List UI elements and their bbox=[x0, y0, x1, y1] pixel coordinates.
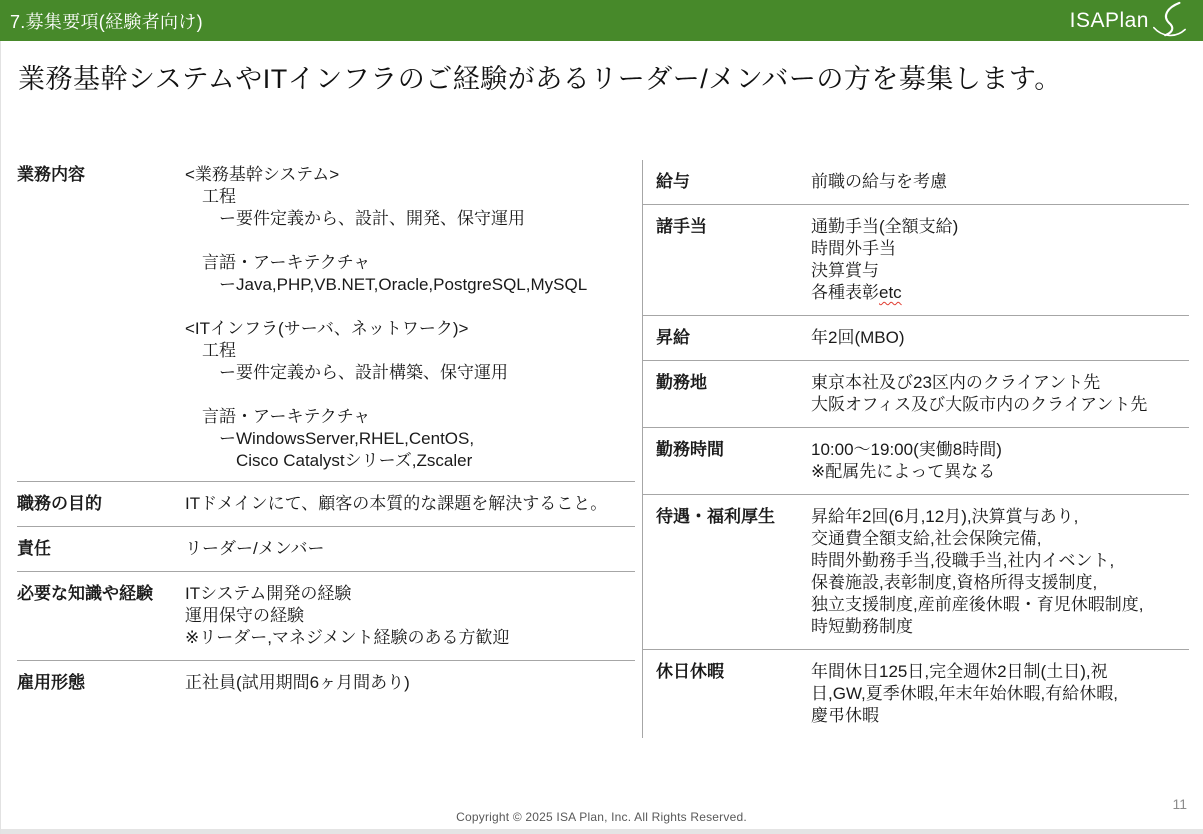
row-label: 勤務時間 bbox=[656, 440, 724, 459]
row-value: ITドメインにて、顧客の本質的な課題を解決すること。 bbox=[185, 494, 608, 513]
table-row bbox=[643, 316, 1189, 361]
table-row bbox=[17, 527, 635, 572]
row-label: 諸手当 bbox=[656, 217, 707, 236]
company-logo-text: ISAPlan bbox=[1069, 8, 1149, 32]
table-row bbox=[17, 572, 635, 661]
row-value: 10:00〜19:00(実働8時間) ※配属先によって異なる bbox=[811, 440, 1002, 481]
row-value: 正社員(試用期間6ヶ月間あり) bbox=[185, 673, 410, 692]
row-label: 必要な知識や経験 bbox=[17, 584, 153, 603]
table-row bbox=[643, 361, 1189, 428]
table-row bbox=[643, 205, 1189, 316]
slide-header-bar bbox=[0, 0, 1203, 41]
table-row bbox=[643, 495, 1189, 650]
row-label: 責任 bbox=[17, 539, 51, 558]
row-label: 待遇・福利厚生 bbox=[656, 507, 775, 526]
row-value: 通勤手当(全額支給) 時間外手当 決算賞与 各種表彰etc bbox=[811, 217, 959, 302]
row-label: 昇給 bbox=[656, 328, 690, 347]
company-logo bbox=[1070, 3, 1187, 39]
row-value: 前職の給与を考慮 bbox=[811, 172, 947, 191]
row-label: 業務内容 bbox=[17, 165, 85, 184]
row-value: <業務基幹システム> 工程 ー要件定義から、設計、開発、保守運用 言語・アーキテクチャ ーJava,PHP,VB.NET,Oracle,PostgreSQL,MySQL <ITインフラ(サーバ、ネットワーク)> 工程 ー要件定義から、設計構築、保守運用 言語・アーキテクチャ ーWindowsServer,RHEL,CentOS, Cisco Catalystシリーズ,Zscaler bbox=[185, 165, 588, 470]
bottom-edge-strip bbox=[0, 829, 1203, 834]
row-label: 給与 bbox=[656, 172, 690, 191]
page-title: 業務基幹システムやITインフラのご経験があるリーダー/メンバーの方を募集します。 bbox=[18, 64, 1062, 94]
compensation-table bbox=[642, 160, 1189, 738]
table-row bbox=[643, 650, 1189, 738]
logo-swoosh-icon bbox=[1151, 1, 1187, 39]
table-row bbox=[643, 428, 1189, 495]
table-row bbox=[17, 661, 635, 705]
slide-section-title: 7.募集要項(経験者向け) bbox=[10, 11, 203, 32]
row-value: 年間休日125日,完全週休2日制(土日),祝 日,GW,夏季休暇,年末年始休暇,有給休暇, 慶弔休暇 bbox=[811, 662, 1118, 725]
job-description-table bbox=[17, 160, 635, 705]
row-value: 昇給年2回(6月,12月),決算賞与あり, 交通費全額支給,社会保険完備, 時間外勤務手当,役職手当,社内イベント, 保養施設,表彰制度,資格所得支援制度, 独立支援制度,産前産後休暇・育児休暇制度, 時短勤務制度 bbox=[811, 507, 1144, 636]
copyright-text: Copyright © 2025 ISA Plan, Inc. All Rights Reserved. bbox=[456, 810, 747, 824]
row-value: 年2回(MBO) bbox=[811, 328, 905, 347]
row-label: 休日休暇 bbox=[656, 662, 724, 681]
table-row bbox=[17, 160, 635, 482]
row-value: ITシステム開発の経験 運用保守の経験 ※リーダー,マネジメント経験のある方歓迎 bbox=[185, 584, 510, 647]
row-label: 雇用形態 bbox=[17, 673, 85, 692]
spellcheck-underlined-word: etc bbox=[879, 283, 902, 302]
row-value: 東京本社及び23区内のクライアント先 大阪オフィス及び大阪市内のクライアント先 bbox=[811, 373, 1148, 414]
row-label: 勤務地 bbox=[656, 373, 707, 392]
left-edge-line bbox=[0, 41, 1, 834]
row-label: 職務の目的 bbox=[17, 494, 102, 513]
row-value: リーダー/メンバー bbox=[185, 539, 325, 558]
table-row bbox=[643, 160, 1189, 205]
page-number: 11 bbox=[1172, 796, 1187, 812]
table-row bbox=[17, 482, 635, 527]
